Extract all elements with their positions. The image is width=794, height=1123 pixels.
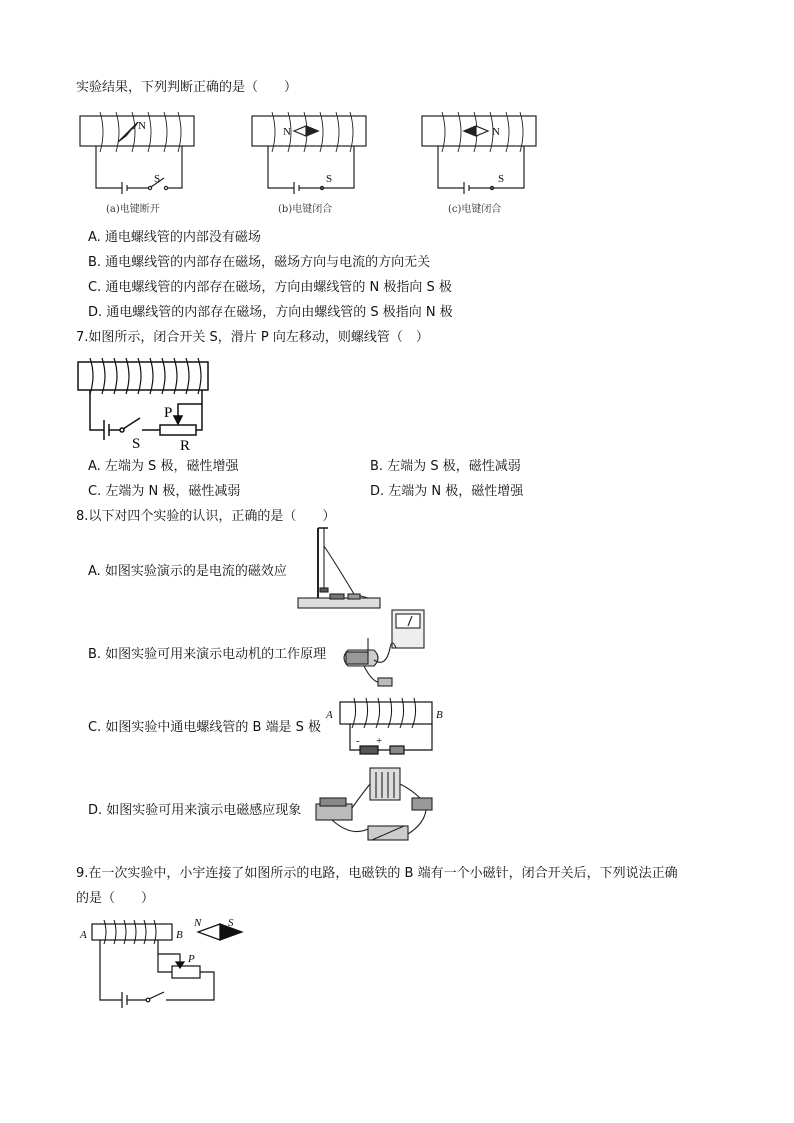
q8-option-d: D. 如图实验可用来演示电磁感应现象 (88, 803, 302, 818)
q6-option-b: B. 通电螺线管的内部存在磁场，磁场方向与电流的方向无关 (88, 255, 431, 270)
q8-c-label-b: B (436, 709, 443, 721)
q8-c-label-a: A (326, 709, 333, 721)
q6-b-switch-s: S (326, 173, 333, 185)
q8-figure-b (334, 608, 430, 694)
q9-stem-line2: 的是（ ） (76, 891, 155, 906)
q6-option-d: D. 通电螺线管的内部存在磁场，方向由螺线管的 S 极指向 N 极 (88, 305, 453, 320)
q7-label-p: P (164, 405, 173, 421)
q6-panel-b (252, 112, 366, 194)
q6-caption-b: (b)电键闭合 (278, 204, 333, 215)
q9-label-s: S (228, 917, 234, 929)
q7-option-c: C. 左端为 N 极，磁性减弱 (88, 484, 241, 499)
q6-caption-c: (c)电键闭合 (448, 204, 502, 215)
q7-label-r: R (180, 438, 191, 454)
q6-stem: 实验结果，下列判断正确的是（ ） (76, 80, 298, 95)
q7-option-a: A. 左端为 S 极，磁性增强 (88, 459, 239, 474)
q7-figure (76, 358, 216, 454)
q6-c-switch-s: S (498, 173, 505, 185)
q8-figure-a (296, 524, 382, 612)
q9-label-p: P (188, 953, 195, 965)
q8-stem: 8.以下对四个实验的认识，正确的是（ ） (76, 509, 336, 524)
q8-option-a: A. 如图实验演示的是电流的磁效应 (88, 564, 287, 579)
q6-a-switch-s: S (154, 173, 161, 185)
q8-c-minus: - (356, 735, 360, 747)
q9-stem-line1: 9.在一次实验中，小宇连接了如图所示的电路，电磁铁的 B 端有一个小磁针，闭合开关后，下列说法正确 (76, 866, 678, 881)
q9-figure (76, 914, 246, 1010)
q6-panel-c (422, 112, 536, 194)
q8-c-plus: + (376, 735, 383, 747)
q6-caption-a: (a)电键断开 (106, 204, 160, 215)
q9-label-n: N (194, 917, 202, 929)
q6-option-a: A. 通电螺线管的内部没有磁场 (88, 230, 261, 245)
q7-option-b: B. 左端为 S 极，磁性减弱 (370, 459, 521, 474)
q6-panel-a (80, 112, 194, 194)
q7-option-d: D. 左端为 N 极，磁性增强 (370, 484, 524, 499)
q9-label-a: A (80, 929, 87, 941)
q6-c-needle-n: N (492, 126, 500, 138)
q7-stem: 7.如图所示，闭合开关 S，滑片 P 向左移动，则螺线管（ ） (76, 330, 429, 345)
q7-label-s: S (132, 436, 141, 452)
q8-figure-c (320, 694, 450, 758)
q8-option-c: C. 如图实验中通电螺线管的 B 端是 S 极 (88, 720, 322, 735)
q6-option-c: C. 通电螺线管的内部存在磁场，方向由螺线管的 N 极指向 S 极 (88, 280, 452, 295)
q6-figure (78, 112, 548, 220)
q6-a-needle-n: N (138, 120, 146, 132)
q8-figure-d (312, 764, 440, 850)
q9-label-b: B (176, 929, 183, 941)
q8-option-b: B. 如图实验可用来演示电动机的工作原理 (88, 647, 327, 662)
q6-b-needle-n: N (283, 126, 291, 138)
